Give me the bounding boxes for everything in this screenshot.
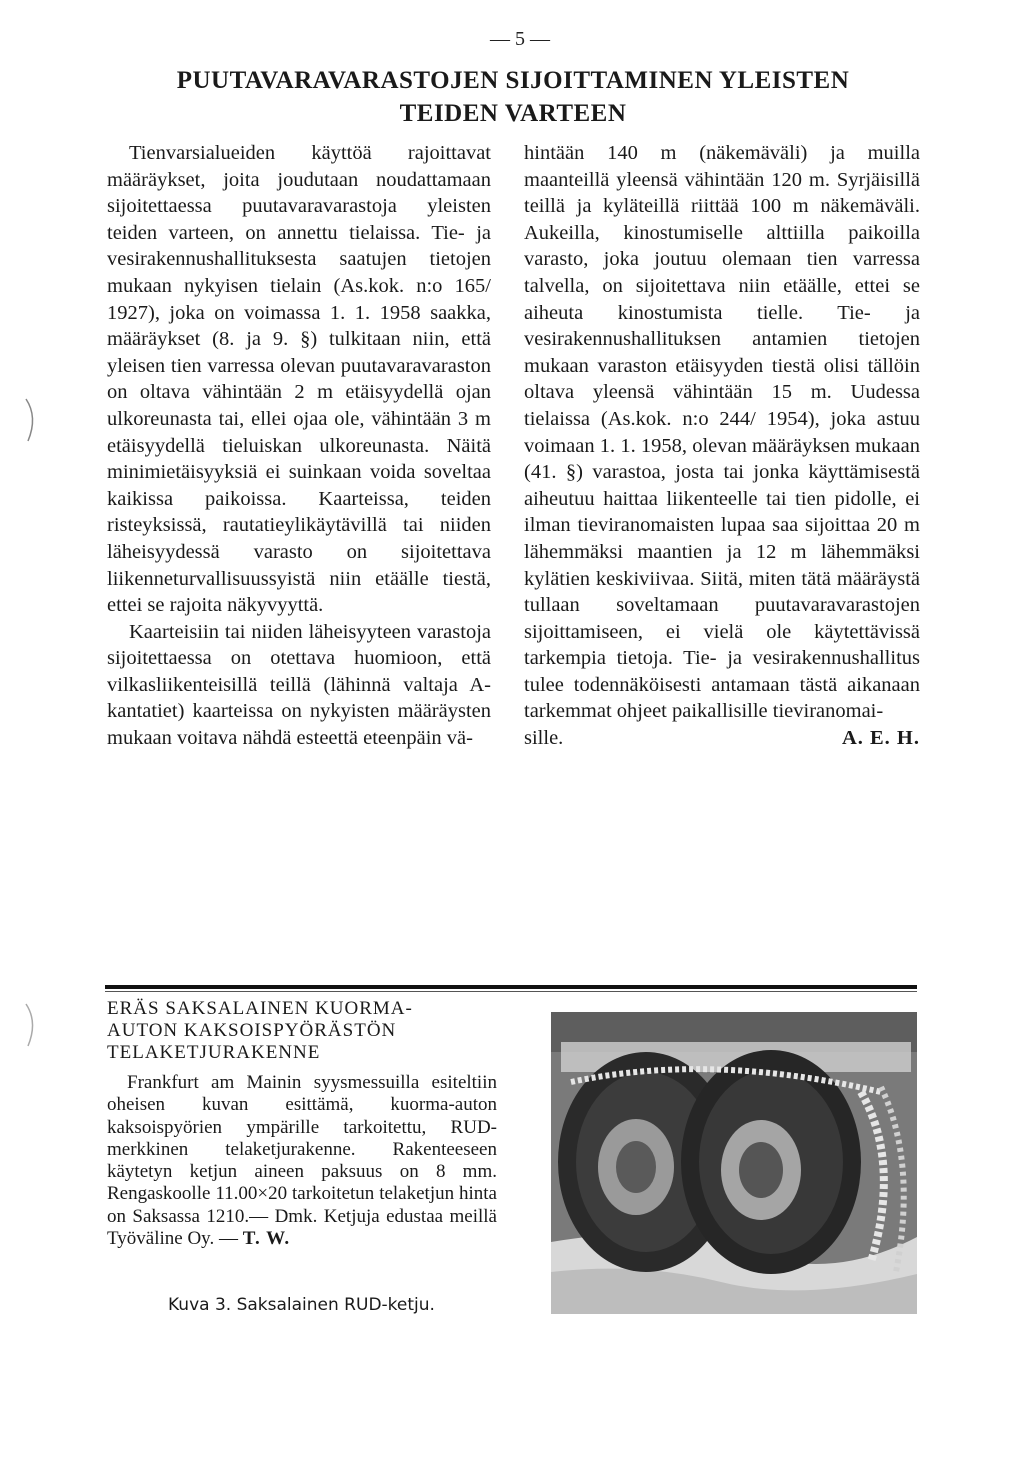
news-signature: T. W. xyxy=(242,1228,291,1250)
article-paragraph-1: Tienvarsialueiden käyttöä rajoittavat määräykset, joita joudutaan noudattamaan sijoitettaessa puutavaravarastoja yleisten teiden varteen, on annettu tielaissa. Tie- ja vesirakennushallituksesta saatujen tietojen mukaan nykyisen tielain (As.kok. n:o 165/ 1927), joka on voimassa 1. 1. 1958 saakka, määräykset (8. ja 9. §) tulkitaan niin, että yleisen tien varressa olevan puutavaravaraston on oltava vähintään 2 m etäisyydellä ojan ulkoreunasta tai, ellei ojaa ole, vähintään 3 m etäisyydellä tieluiskan ulkoreunasta. Näitä minimietäisyyksiä ei suinkaan voida soveltaa kaikissa paikoissa. Kaarteissa, teiden risteyksissä, rautatieylikäytävillä tai niiden läheisyydessä varasto on sijoitettava liikenneturvallisuussyistä niin etäälle tiestä, ettei se rajoita näkyvyyttä. xyxy=(107,142,491,617)
article-left-column xyxy=(107,140,491,752)
article-title xyxy=(60,64,966,130)
news-body-text: Frankfurt am Mainin syysmessuilla esiteltiin oheisen kuvan esittämä, kuorma-auton kaksoispyörien ympärille tarkoitettu, RUD-merkkinen telaketjurakenne. Rakenteeseen käytetyn ketjun aineen paksuus on 8 mm. Rengaskoolle 11.00×20 tarkoitetun telaketjun hinta on Saksassa 1210.— Dmk. Ketjuja edustaa meillä Työväline Oy. — xyxy=(107,1072,497,1250)
article-right-column xyxy=(524,140,920,752)
news-title xyxy=(107,998,507,1064)
article-paragraph-3: hintään 140 m (näkemäväli) ja muilla maanteillä yleensä vähintään 120 m. Syrjäisillä teillä ja kyläteillä riittää 100 m näkemäväli. Aukeilla, kinostumiselle alttiilla paikoilla varasto, joka joutuu olemaan tien varressa talvella, on sijoitettava niin etäälle, ettei se aiheuta kinostumista tielle. Tie- ja vesirakennushallituksen antamien tietojen mukaan varaston etäisyyden tiestä olisi tällöin oltava yleensä vähintään 15 m. Uudessa tielaissa (As.kok. n:o 244/ 1954), joka astuu voimaan 1. 1. 1958, olevan määräyksen mukaan (41. §) varastoa, josta tai jonka käyttämisestä aiheutuu haittaa liikenteelle tai tien pidolle, ei ilman tieviranomaisten lupaa saa sijoittaa 20 m lähemmäksi maantien ja 12 m lähemmäksi kylätien keskiviivaa. Siitä, miten tätä määräystä tullaan soveltamaan puutavaravarastojen sijoittamiseen, ei vielä ole käytettävissä tarkempia tietoja. Tie- ja vesirakennushallitus tulee todennäköisesti antamaan tästä aikanaan tarkemmat ohjeet paikallisille tieviranomai- xyxy=(524,142,920,723)
section-divider-thin xyxy=(105,991,917,992)
page-number: — 5 — xyxy=(490,28,550,50)
news-title-line-3: TELAKETJURAKENNE xyxy=(107,1042,321,1063)
article-title-line-2: TEIDEN VARTEEN xyxy=(399,100,627,127)
article-signature: A. E. H. xyxy=(841,727,920,750)
article-title-line-1: PUUTAVARAVARASTOJEN SIJOITTAMINEN YLEISTEN xyxy=(176,67,850,94)
photo-caption: Kuva 3. Saksalainen RUD-ketju. xyxy=(168,1295,435,1315)
article-last-word: sille. xyxy=(524,727,564,750)
truck-wheel-illustration xyxy=(551,1012,917,1314)
margin-punch-mark-bottom xyxy=(22,1000,42,1050)
margin-punch-mark-top xyxy=(22,395,42,445)
article-closing-line xyxy=(524,725,920,752)
section-divider xyxy=(105,985,917,989)
news-title-line-1: ERÄS SAKSALAINEN KUORMA- xyxy=(107,998,413,1019)
truck-wheel-chain-photo xyxy=(551,1012,917,1314)
article-paragraph-2: Kaarteisiin tai niiden läheisyyteen varastoja sijoitettaessa on otettava huomioon, että vilkasliikenteisillä teillä (lähinnä valtaja A-kantatiet) kaarteissa on nykyisten määräysten mukaan voitava nähdä esteettä eteenpäin vä- xyxy=(107,620,491,750)
news-body xyxy=(107,1072,497,1250)
news-title-line-2: AUTON KAKSOISPYÖRÄSTÖN xyxy=(107,1020,397,1041)
